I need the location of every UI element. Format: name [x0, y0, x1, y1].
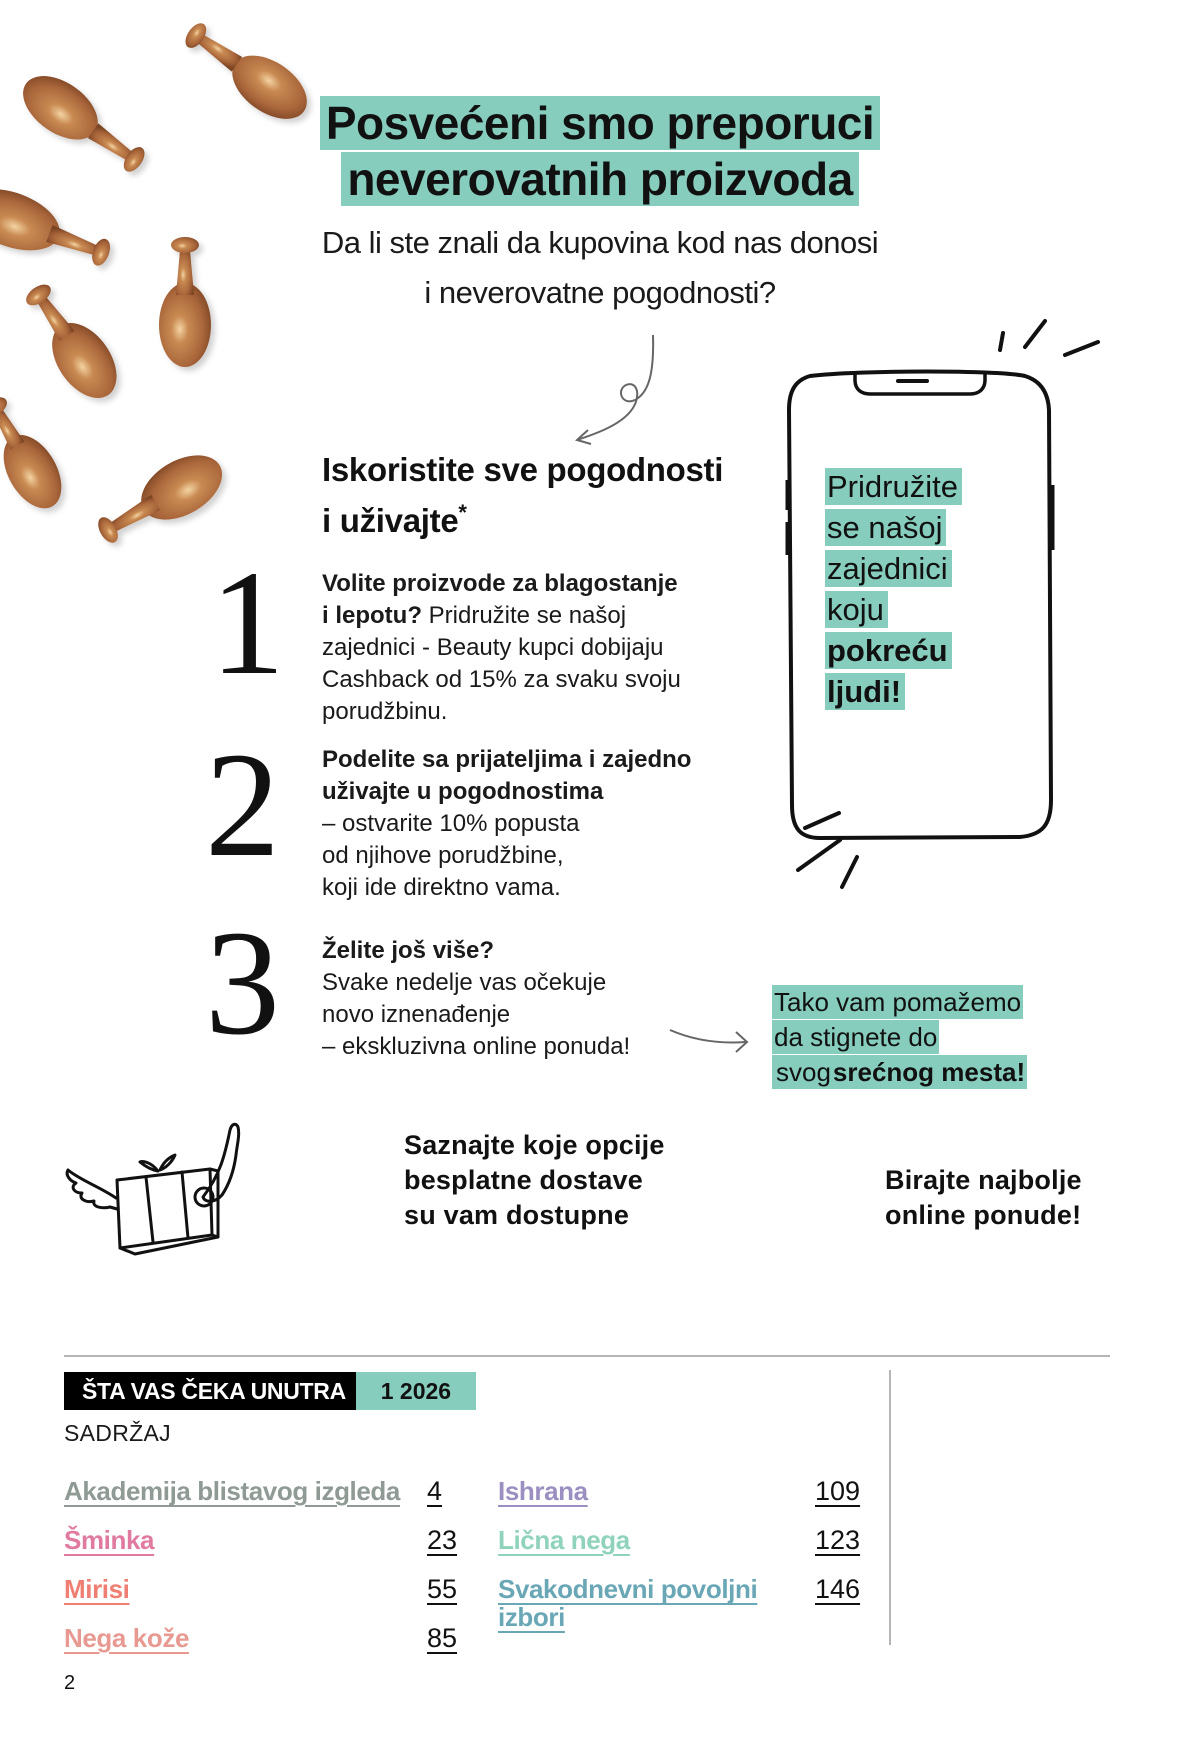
step-2-bold-line-2: uživajte u pogodnostima — [322, 778, 604, 805]
step-number-2: 2 — [205, 722, 280, 888]
headline-line-2: neverovatnih proizvoda — [341, 152, 858, 206]
help-text-line-3-bold: srećnog mesta! — [832, 1057, 1026, 1087]
steps-title-line-1: Iskoristite sve pogodnosti — [322, 451, 724, 488]
toc-subtitle: SADRŽAJ — [64, 1420, 171, 1446]
toc-vertical-divider — [889, 1370, 891, 1645]
toc-item-mirisi[interactable]: Mirisi — [64, 1574, 130, 1604]
step-2-bold-line-1: Podelite sa prijateljima i zajedno — [322, 746, 692, 773]
toc-page-licna-nega[interactable]: 123 — [815, 1525, 861, 1555]
phone-text-line-2: se našoj — [825, 509, 946, 546]
help-text-line-2: da stignete do — [774, 1022, 938, 1052]
headline — [0, 96, 1200, 208]
step-number-1: 1 — [210, 540, 285, 706]
phone-text-line-4: koju — [825, 591, 888, 628]
toc-item-licna-nega[interactable]: Lična nega — [498, 1525, 630, 1555]
offers-cta-line-2: online ponude! — [885, 1200, 1082, 1230]
step-1-line-4: Cashback od 15% za svaku svoju — [322, 666, 681, 693]
toc-header-label: ŠTA VAS ČEKA UNUTRA — [64, 1372, 356, 1410]
subheadline-line-2: i neverovatne pogodnosti? — [424, 275, 776, 310]
step-1-bold-line-1: Volite proizvode za blagostanje — [322, 570, 678, 597]
delivery-cta-line-3: su vam dostupne — [404, 1200, 630, 1230]
step-1-line-3: zajednici - Beauty kupci dobijaju — [322, 634, 664, 661]
toc-item-svakodnevni-line-2: izbori — [498, 1602, 565, 1632]
help-text-line-1: Tako vam pomažemo — [774, 987, 1022, 1017]
step-1-line-5: porudžbinu. — [322, 698, 448, 725]
steps-title — [322, 448, 723, 542]
delivery-cta-line-1: Saznajte koje opcije — [404, 1130, 665, 1160]
phone-text-line-6: ljudi! — [825, 673, 905, 710]
step-2-line-3: – ostvarite 10% popusta — [322, 810, 580, 837]
delivery-options-cta[interactable] — [404, 1128, 665, 1233]
help-text — [772, 985, 1027, 1090]
step-2-line-5: koji ide direktno vama. — [322, 874, 561, 901]
toc-page-nega-koze[interactable]: 85 — [427, 1623, 458, 1653]
phone-screen-text — [825, 466, 962, 712]
step-2-text — [322, 744, 691, 904]
toc-item-akademija[interactable]: Akademija blistavog izgleda — [64, 1476, 400, 1506]
toc-issue-badge: 1 2026 — [356, 1372, 476, 1410]
toc-item-svakodnevni-povoljni-izbori[interactable] — [498, 1575, 757, 1631]
subheadline-line-1: Da li ste znali da kupovina kod nas donosi — [321, 225, 879, 260]
toc-page-akademija[interactable]: 4 — [427, 1476, 443, 1506]
toc-item-ishrana[interactable]: Ishrana — [498, 1476, 588, 1506]
page-number: 2 — [64, 1672, 76, 1694]
phone-text-line-3: zajednici — [825, 550, 952, 587]
help-text-line-3 — [772, 1055, 1027, 1089]
toc-page-sminka[interactable]: 23 — [427, 1525, 458, 1555]
phone-text-line-5: pokreću — [825, 632, 952, 669]
delivery-cta-line-2: besplatne dostave — [404, 1165, 643, 1195]
step-3-line-3: novo iznenađenje — [322, 1001, 511, 1028]
toc-item-nega-koze[interactable]: Nega kože — [64, 1623, 190, 1653]
step-3-bold-line-1: Želite još više? — [322, 937, 495, 964]
subheadline — [0, 218, 1200, 318]
step-1-text — [322, 568, 681, 728]
steps-title-line-2 — [322, 491, 723, 542]
offers-cta-line-1: Birajte najbolje — [885, 1165, 1082, 1195]
flying-gift-icon — [60, 1115, 280, 1265]
curly-arrow-icon — [570, 330, 670, 450]
step-2-line-4: od njihove porudžbine, — [322, 842, 564, 869]
step-3-line-2: Svake nedelje vas očekuje — [322, 969, 607, 996]
steps-title-line-2-text: i uživajte — [322, 502, 459, 539]
toc-divider — [64, 1355, 1110, 1357]
phone-text-line-1: Pridružite — [825, 468, 962, 505]
step-number-3: 3 — [205, 900, 280, 1066]
toc-header — [64, 1372, 476, 1410]
help-text-line-3-regular: svog — [776, 1057, 831, 1087]
toc-item-svakodnevni-line-1: Svakodnevni povoljni — [498, 1574, 758, 1604]
toc-page-ishrana[interactable]: 109 — [815, 1476, 861, 1506]
step-1-bold-line-2: i lepotu? — [322, 602, 422, 629]
asterisk: * — [458, 500, 467, 525]
arrow-right-icon — [668, 1022, 753, 1062]
step-3-text — [322, 935, 630, 1063]
step-3-line-4: – ekskluzivna online ponuda! — [322, 1033, 631, 1060]
step-1-line-2: Pridružite se našoj — [421, 602, 627, 629]
toc-page-svakodnevni[interactable]: 146 — [815, 1574, 861, 1604]
toc-page-mirisi[interactable]: 55 — [427, 1574, 458, 1604]
toc-item-sminka[interactable]: Šminka — [64, 1525, 155, 1555]
online-offers-cta[interactable] — [885, 1163, 1082, 1233]
headline-line-1: Posvećeni smo preporuci — [320, 96, 880, 150]
